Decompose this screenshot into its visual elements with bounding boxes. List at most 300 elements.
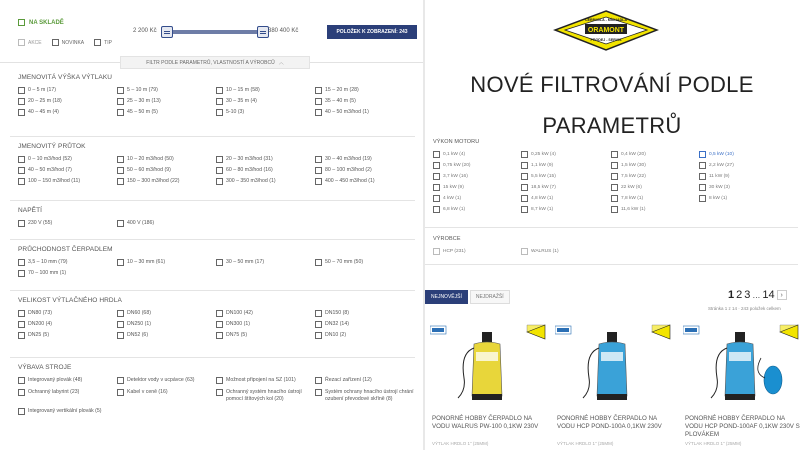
filter-option-label: 22 kW (6)	[621, 185, 642, 190]
filter-option[interactable]	[433, 206, 521, 213]
filter-options-grid	[18, 259, 418, 277]
filter-checkbox[interactable]	[315, 178, 322, 185]
filter-option[interactable]	[216, 167, 315, 174]
pump-body-icon	[597, 342, 627, 399]
filter-option[interactable]	[117, 167, 216, 174]
filter-checkbox[interactable]	[216, 377, 223, 384]
section-divider	[10, 239, 415, 240]
filter-option[interactable]	[699, 162, 787, 169]
filter-option-label: 400 V (186)	[127, 220, 155, 226]
filter-option-label: Ochranný systém hnacího ústrojí pomocí štítových kol (20)	[226, 389, 302, 402]
filter-option-label: 0,1 kW (4)	[443, 152, 466, 157]
filter-checkbox[interactable]	[216, 389, 223, 396]
filter-option[interactable]	[699, 173, 787, 180]
filter-option[interactable]	[117, 87, 216, 94]
filter-option-label: DN60 (68)	[127, 310, 151, 316]
filter-option[interactable]	[216, 377, 315, 384]
filter-section	[18, 364, 418, 415]
filter-checkbox[interactable]	[18, 332, 25, 339]
filter-option[interactable]	[18, 389, 117, 403]
filter-option-label: DN10 (2)	[325, 332, 347, 338]
filter-option-label: 3,5 – 10 mm (79)	[28, 259, 68, 265]
filter-toggle-button[interactable]	[120, 56, 310, 69]
filter-checkbox[interactable]	[216, 178, 223, 185]
filter-section	[18, 74, 418, 116]
filter-option-label: 0 – 10 m3/hod (52)	[28, 156, 72, 162]
flag-checkbox[interactable]	[18, 39, 25, 46]
flag-checkbox[interactable]	[94, 39, 101, 46]
filter-checkbox[interactable]	[18, 377, 25, 384]
pagination	[728, 289, 787, 301]
filter-option[interactable]	[521, 184, 611, 191]
flag-label: TIP	[104, 39, 112, 46]
filter-option[interactable]	[315, 87, 414, 94]
filter-options-grid	[18, 156, 418, 185]
filter-option[interactable]	[117, 310, 216, 317]
filter-checkbox[interactable]	[117, 109, 124, 116]
filter-option[interactable]	[433, 173, 521, 180]
filter-checkbox[interactable]	[699, 162, 706, 169]
filter-option[interactable]	[521, 195, 611, 202]
filter-checkbox[interactable]	[699, 173, 706, 180]
filter-option-label: 50 – 70 mm (50)	[325, 259, 364, 265]
filter-option[interactable]	[216, 389, 315, 403]
filter-checkbox[interactable]	[117, 332, 124, 339]
filter-checkbox[interactable]	[315, 321, 322, 328]
price-min-value: 2 200 Kč	[133, 28, 157, 34]
pump-base-icon	[597, 394, 627, 400]
filter-option[interactable]	[18, 408, 117, 415]
filter-option[interactable]	[699, 184, 787, 191]
filter-section-title: VÝROBCE	[433, 236, 461, 242]
filter-checkbox[interactable]	[117, 178, 124, 185]
filter-checkbox[interactable]	[433, 195, 440, 202]
filter-options-grid	[18, 377, 418, 415]
filter-option-label: 4,8 kW (1)	[531, 196, 554, 201]
filter-toggle-label: FILTR PODLE PARAMETRŮ, VLASTNOSTÍ A VÝROBCŮ	[146, 59, 275, 66]
section-divider	[425, 227, 798, 228]
filter-option-label: DN80 (73)	[28, 310, 52, 316]
product-name[interactable]: PONORNÉ HOBBY ČERPADLO NA VODU HCP POND-100AF 0,1KW 230V S PLOVÁKEM	[685, 415, 800, 438]
filter-option-label: 20 – 30 m3/hod (31)	[226, 156, 273, 162]
filter-option[interactable]	[117, 321, 216, 328]
filter-options-grid	[18, 220, 418, 227]
page-info: Stránka 1 z 14 · 243 položek celkem	[708, 306, 781, 311]
filter-option[interactable]	[315, 321, 414, 328]
filter-option[interactable]	[521, 162, 611, 169]
filter-option[interactable]	[18, 310, 117, 317]
filter-option-label: 0,25 kW (4)	[531, 152, 556, 157]
filter-option[interactable]	[117, 220, 216, 227]
filter-checkbox[interactable]	[699, 195, 706, 202]
filter-option[interactable]	[117, 389, 216, 403]
filter-option[interactable]	[216, 109, 315, 116]
filter-option[interactable]	[433, 162, 521, 169]
filter-option-label: 11 kW (9)	[709, 174, 730, 179]
next-page-button[interactable]: ›	[777, 290, 787, 300]
oramont-badge-icon	[652, 325, 670, 339]
filter-option-label: 8,7 kW (1)	[531, 207, 554, 212]
filter-option[interactable]	[611, 206, 699, 213]
filter-checkbox[interactable]	[117, 310, 124, 317]
product-name[interactable]: PONORNÉ HOBBY ČERPADLO NA VODU HCP POND-100A 0,1KW 230V	[557, 415, 662, 430]
section-divider	[10, 357, 415, 358]
filter-checkbox[interactable]	[521, 206, 528, 213]
filter-option-label: 0,4 kW (20)	[621, 152, 646, 157]
filter-option[interactable]	[315, 156, 414, 163]
filter-checkbox[interactable]	[18, 167, 25, 174]
filter-checkbox[interactable]	[18, 389, 25, 396]
filter-option-label: DN52 (6)	[127, 332, 149, 338]
product-card[interactable]	[555, 318, 675, 450]
logo-top-text: ČERPADLA - MÍCHADLA	[585, 18, 627, 22]
filter-option-label: 30 kW (3)	[709, 185, 730, 190]
filter-checkbox[interactable]	[216, 321, 223, 328]
filter-option-label: WALRUS (1)	[531, 249, 559, 254]
filter-checkbox[interactable]	[117, 98, 124, 105]
flag-checkbox[interactable]	[52, 39, 59, 46]
filter-option-label: 100 – 150 m3/hod (11)	[28, 178, 81, 184]
filter-option-label: DN32 (14)	[325, 321, 349, 327]
product-card[interactable]	[683, 318, 800, 450]
filter-option-label: DN100 (42)	[226, 310, 253, 316]
filter-option-label: DN250 (1)	[127, 321, 151, 327]
filter-option[interactable]	[18, 109, 117, 116]
page-link[interactable]: 1	[728, 289, 735, 301]
filter-checkbox[interactable]	[315, 156, 322, 163]
filter-section	[18, 246, 418, 277]
filter-checkbox[interactable]	[18, 98, 25, 105]
filter-checkbox[interactable]	[216, 109, 223, 116]
flag-filter-novinka[interactable]	[52, 39, 85, 46]
filter-checkbox[interactable]	[699, 184, 706, 191]
filter-option[interactable]	[611, 184, 699, 191]
filter-option[interactable]	[433, 184, 521, 191]
price-max-value: 380 400 Kč	[268, 28, 299, 34]
filter-option-label: 4 kW (1)	[443, 196, 462, 201]
filter-option[interactable]	[315, 98, 414, 105]
filter-checkbox[interactable]	[18, 87, 25, 94]
filter-checkbox[interactable]	[315, 167, 322, 174]
filter-option[interactable]	[117, 109, 216, 116]
filter-option[interactable]	[315, 167, 414, 174]
filter-checkbox[interactable]	[18, 220, 25, 227]
filter-option[interactable]	[216, 178, 315, 185]
filter-option-label: 5,5 kW (15)	[531, 174, 556, 179]
filter-option-label: 40 – 45 m (4)	[28, 109, 59, 115]
filter-option-label: DN25 (5)	[28, 332, 50, 338]
filter-option[interactable]	[18, 332, 117, 339]
section-divider	[425, 264, 798, 265]
filter-option[interactable]	[18, 220, 117, 227]
filter-checkbox[interactable]	[216, 156, 223, 163]
filter-option-label: 10 – 30 mm (61)	[127, 259, 166, 265]
filter-checkbox[interactable]	[521, 248, 528, 255]
filter-option[interactable]	[216, 98, 315, 105]
filter-checkbox[interactable]	[18, 321, 25, 328]
filter-option[interactable]	[216, 310, 315, 317]
filter-checkbox[interactable]	[117, 321, 124, 328]
filter-option[interactable]	[216, 156, 315, 163]
filter-option-label: Ochranný labyrint (23)	[28, 389, 80, 395]
page-link[interactable]: 2	[736, 289, 743, 301]
filter-checkbox[interactable]	[433, 184, 440, 191]
logo-brand: ORAMONT	[587, 27, 625, 34]
filter-option-label: 0 – 5 m (17)	[28, 87, 56, 93]
product-spec: VÝTLAK HRDLO 1" (25MM)	[557, 441, 614, 446]
filter-option[interactable]	[315, 178, 414, 185]
oramont-badge-icon	[527, 325, 545, 339]
filter-option[interactable]	[433, 248, 521, 255]
filter-checkbox[interactable]	[433, 173, 440, 180]
filter-checkbox[interactable]	[216, 98, 223, 105]
filter-option[interactable]	[18, 167, 117, 174]
pump-label-icon	[729, 352, 751, 361]
filter-checkbox[interactable]	[117, 389, 124, 396]
filter-checkbox[interactable]	[315, 377, 322, 384]
filter-option-label: 1,1 kW (9)	[531, 163, 554, 168]
pump-label-icon	[601, 352, 623, 361]
filter-option-label: 400 – 450 m3/hod (1)	[325, 178, 375, 184]
section-divider	[10, 290, 415, 291]
filter-checkbox[interactable]	[315, 98, 322, 105]
filter-option[interactable]	[18, 87, 117, 94]
filter-checkbox[interactable]	[117, 156, 124, 163]
power-cable-icon	[583, 348, 599, 398]
product-image[interactable]	[683, 318, 800, 408]
filter-checkbox[interactable]	[699, 151, 706, 158]
section-divider	[10, 200, 415, 201]
filter-checkbox[interactable]	[611, 173, 618, 180]
filter-option[interactable]	[18, 259, 117, 266]
filter-checkbox[interactable]	[117, 377, 124, 384]
filter-option-label: 5 – 10 m (79)	[127, 87, 158, 93]
filter-option[interactable]	[18, 156, 117, 163]
filter-option[interactable]	[315, 109, 414, 116]
filter-option-label: DN200 (4)	[28, 321, 52, 327]
filter-option[interactable]	[521, 173, 611, 180]
filter-option-label: 7,8 kW (1)	[621, 196, 644, 201]
filter-option[interactable]	[18, 377, 117, 384]
filter-section	[18, 207, 418, 227]
filter-option-label: 45 – 50 m (5)	[127, 109, 158, 115]
filter-option[interactable]	[18, 321, 117, 328]
filter-checkbox[interactable]	[611, 151, 618, 158]
filter-option[interactable]	[117, 98, 216, 105]
filter-option[interactable]	[216, 87, 315, 94]
filter-option[interactable]	[315, 377, 414, 384]
filter-checkbox[interactable]	[18, 408, 25, 415]
brand-badge-icon	[683, 326, 699, 334]
filter-option-label: 15 kW (9)	[443, 185, 464, 190]
filter-checkbox[interactable]	[315, 310, 322, 317]
filter-option-label: DN300 (1)	[226, 321, 250, 327]
filter-checkbox[interactable]	[18, 156, 25, 163]
filter-option-label: 8 kW (1)	[709, 196, 728, 201]
filter-option-label: 25 – 30 m (13)	[127, 98, 161, 104]
power-cable-icon	[711, 348, 727, 398]
filter-option-label: Detektor vody v ucpávce (63)	[127, 377, 195, 383]
filter-checkbox[interactable]	[433, 206, 440, 213]
filter-checkbox[interactable]	[18, 270, 25, 277]
filter-checkbox[interactable]	[117, 220, 124, 227]
filter-checkbox[interactable]	[611, 162, 618, 169]
filter-checkbox[interactable]	[18, 310, 25, 317]
filter-option[interactable]	[18, 270, 117, 277]
filter-option[interactable]	[117, 377, 216, 384]
filter-option[interactable]	[216, 259, 315, 266]
headline-line-1: NOVÉ FILTROVÁNÍ PODLE	[470, 72, 754, 97]
filter-option[interactable]	[117, 156, 216, 163]
filter-checkbox[interactable]	[521, 173, 528, 180]
filter-section-title: NAPĚTÍ	[18, 207, 43, 214]
page-link[interactable]: 14	[762, 289, 775, 301]
filter-option[interactable]	[699, 195, 787, 202]
filter-options-grid	[433, 151, 798, 213]
filter-option[interactable]	[117, 259, 216, 266]
filter-checkbox[interactable]	[611, 184, 618, 191]
filter-option-label: Integrovaný plovák (48)	[28, 377, 83, 383]
pump-label-icon	[476, 352, 498, 361]
filter-checkbox[interactable]	[315, 389, 322, 396]
pump-body-icon	[725, 342, 755, 399]
filter-option-label: 11,6 kW (1)	[621, 207, 646, 212]
filter-checkbox[interactable]	[433, 162, 440, 169]
filter-checkbox[interactable]	[611, 195, 618, 202]
filter-option-label: 7,5 kW (22)	[621, 174, 646, 179]
page-ellipsis: …	[752, 290, 761, 300]
filter-checkbox[interactable]	[18, 109, 25, 116]
filter-option-label: 80 – 100 m3/hod (2)	[325, 167, 372, 173]
filter-checkbox[interactable]	[433, 248, 440, 255]
page-link[interactable]: 3	[744, 289, 751, 301]
filter-option[interactable]	[611, 162, 699, 169]
flag-filter-tip[interactable]	[94, 39, 112, 46]
section-divider	[10, 136, 415, 137]
filter-option-label: 6,8 kW (1)	[443, 207, 466, 212]
filter-option-label: 30 – 40 m3/hod (19)	[325, 156, 372, 162]
filter-options-grid	[433, 248, 798, 255]
filter-checkbox[interactable]	[521, 184, 528, 191]
oramont-badge-icon	[780, 325, 798, 339]
filter-option[interactable]	[117, 332, 216, 339]
filter-option-label: 5-10 (3)	[226, 109, 245, 115]
filter-checkbox[interactable]	[216, 332, 223, 339]
chevron-up-icon: ︿	[278, 60, 284, 66]
filter-checkbox[interactable]	[315, 259, 322, 266]
filter-option[interactable]	[433, 151, 521, 158]
filter-option-label: Integrovaný vertikální plovák (5)	[28, 408, 102, 414]
flag-filter-akce[interactable]	[18, 39, 42, 46]
filter-option-label: 18,5 kW (7)	[531, 185, 556, 190]
filter-option-label: 15 – 20 m (28)	[325, 87, 359, 93]
filter-option-label: DN150 (8)	[325, 310, 349, 316]
filter-checkbox[interactable]	[315, 87, 322, 94]
filter-checkbox[interactable]	[216, 259, 223, 266]
filter-option[interactable]	[699, 151, 787, 158]
filter-options-grid	[18, 87, 418, 116]
product-image[interactable]	[430, 318, 550, 408]
filter-option[interactable]	[18, 178, 117, 185]
filter-option-label: 230 V (55)	[28, 220, 53, 226]
pump-base-icon	[472, 394, 502, 400]
filter-checkbox[interactable]	[216, 87, 223, 94]
filter-option[interactable]	[117, 178, 216, 185]
filter-checkbox[interactable]	[521, 195, 528, 202]
filter-option-label: 300 – 350 m3/hod (1)	[226, 178, 276, 184]
filter-checkbox[interactable]	[216, 167, 223, 174]
filter-checkbox[interactable]	[117, 259, 124, 266]
filter-option[interactable]	[521, 248, 611, 255]
filter-option[interactable]	[315, 310, 414, 317]
filter-option[interactable]	[216, 332, 315, 339]
filter-option[interactable]	[315, 259, 414, 266]
filter-checkbox[interactable]	[315, 109, 322, 116]
filter-option[interactable]	[611, 151, 699, 158]
show-items-button[interactable]: POLOŽEK K ZOBRAZENÍ: 243	[327, 25, 417, 39]
oramont-logo	[553, 8, 659, 53]
filter-option[interactable]	[521, 151, 611, 158]
tab-most-expensive[interactable]: NEJDRAŽŠÍ	[470, 290, 510, 304]
filter-option[interactable]	[315, 332, 414, 339]
pump-base-icon	[725, 394, 755, 400]
filter-option[interactable]	[521, 206, 611, 213]
product-name[interactable]: PONORNÉ HOBBY ČERPADLO NA VODU WALRUS PW-100 0,1KW 230V	[432, 415, 539, 430]
logo-bottom-text: PRODEJ - SERVIS	[590, 38, 622, 42]
filter-option-label: Řezací zařízení (12)	[325, 377, 372, 383]
filter-option[interactable]	[216, 321, 315, 328]
filter-options-grid	[18, 310, 418, 339]
filter-option-label: 0,5 kW (10)	[709, 152, 734, 157]
flag-label: AKCE	[28, 39, 42, 46]
filter-section-title: VELIKOST VÝTLAČNÉHO HRDLA	[18, 297, 122, 304]
filter-option-label: Systém ochrany hnacího ústrojí chrání ozubení převodové skříně (8)	[325, 389, 414, 402]
filter-option-label: 1,5 kW (30)	[621, 163, 646, 168]
filter-option-label: 3,7 kW (16)	[443, 174, 468, 179]
tab-newest[interactable]: NEJNOVĚJŠÍ	[425, 290, 468, 304]
in-stock-filter[interactable]	[18, 19, 64, 26]
product-spec: VÝTLAK HRDLO 1" (25MM)	[685, 441, 742, 446]
product-image[interactable]	[555, 318, 675, 408]
filter-option-label: 30 – 50 mm (17)	[226, 259, 265, 265]
brand-badge-icon	[555, 326, 571, 334]
price-min-handle[interactable]	[161, 26, 173, 38]
filter-checkbox[interactable]	[18, 259, 25, 266]
filter-option-label: 70 – 100 mm (1)	[28, 270, 67, 276]
filter-option[interactable]	[18, 98, 117, 105]
in-stock-checkbox[interactable]	[18, 19, 25, 26]
filter-checkbox[interactable]	[216, 310, 223, 317]
filter-checkbox[interactable]	[117, 87, 124, 94]
pump-body-icon	[472, 342, 502, 399]
filter-checkbox[interactable]	[521, 162, 528, 169]
in-stock-label: NA SKLADĚ	[29, 19, 64, 26]
filter-checkbox[interactable]	[521, 151, 528, 158]
filter-checkbox[interactable]	[117, 167, 124, 174]
product-card[interactable]	[430, 318, 550, 450]
filter-checkbox[interactable]	[315, 332, 322, 339]
brand-badge-icon	[430, 326, 446, 334]
filter-checkbox[interactable]	[433, 151, 440, 158]
filter-option[interactable]	[433, 195, 521, 202]
filter-checkbox[interactable]	[18, 178, 25, 185]
price-range-slider[interactable]	[165, 30, 265, 34]
filter-option[interactable]	[611, 195, 699, 202]
filter-option[interactable]	[611, 173, 699, 180]
filter-option[interactable]	[315, 389, 414, 403]
sort-tabs	[425, 290, 510, 304]
filter-checkbox[interactable]	[611, 206, 618, 213]
